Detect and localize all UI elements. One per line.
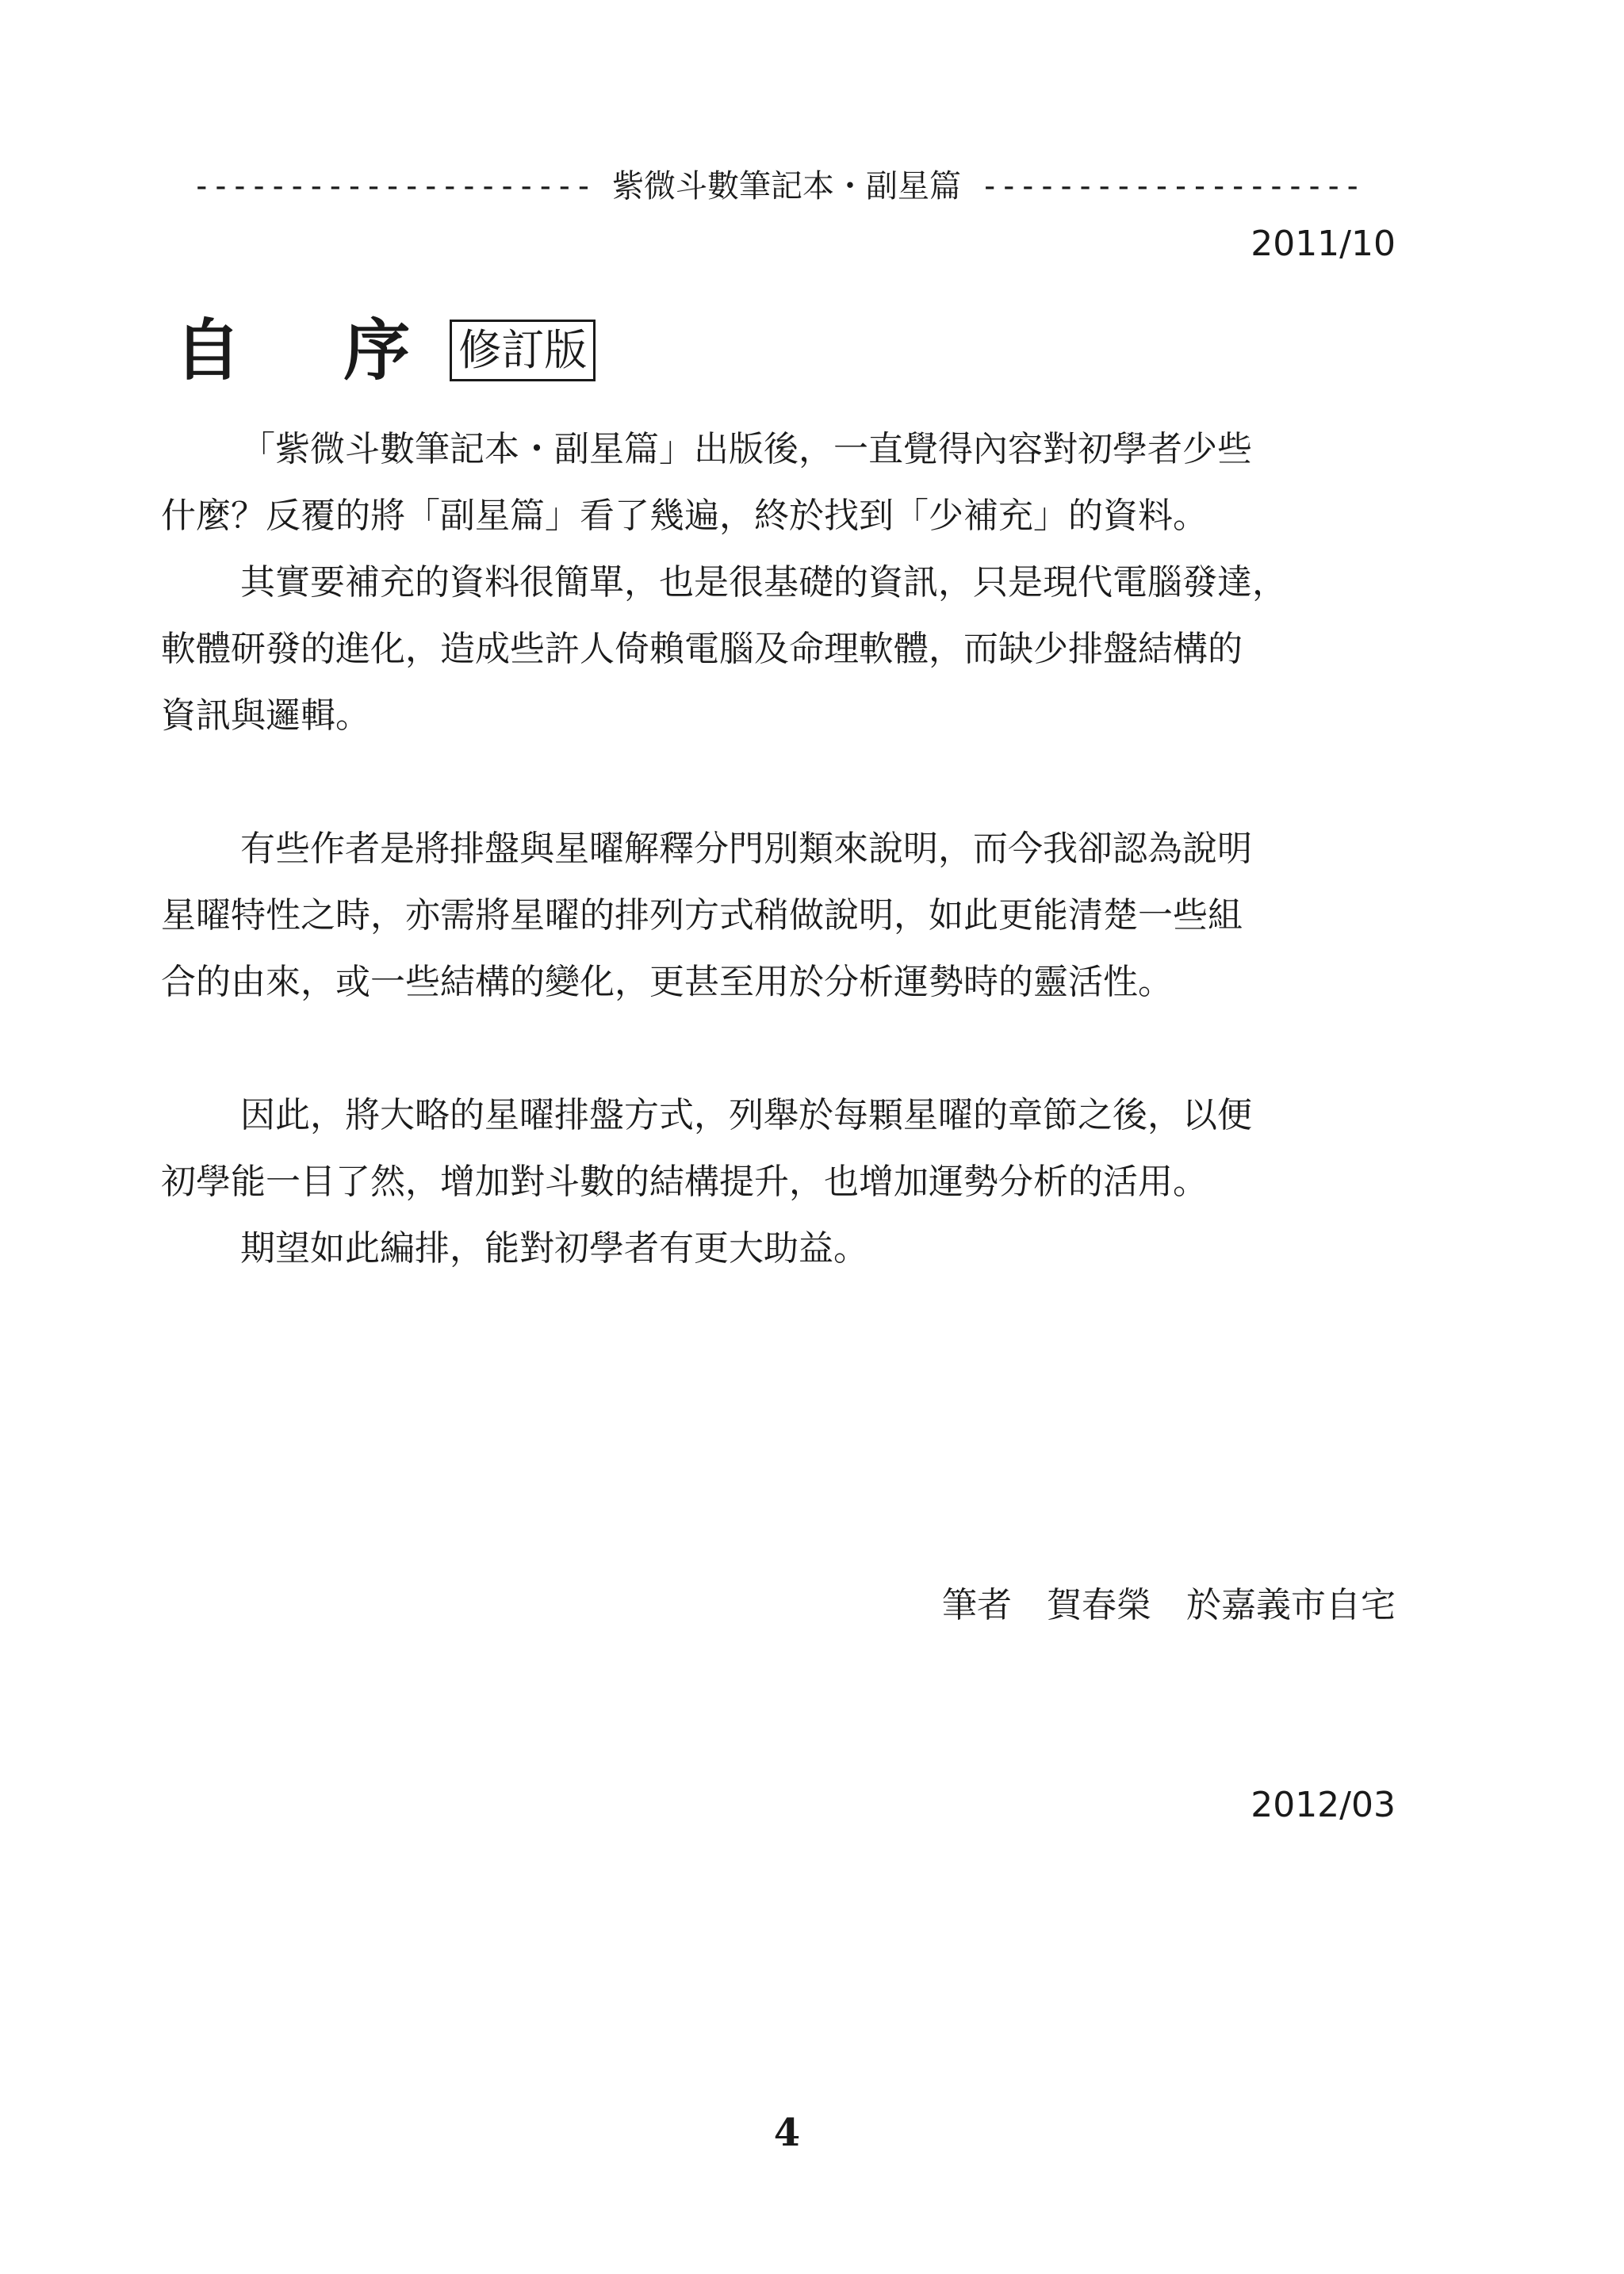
title-row [174,311,596,390]
body-line: 有些作者是將排盤與星曜解釋分門別類來說明，而今我卻認為說明 [240,829,1252,869]
paragraph-gap [161,749,1398,816]
body-line: 資訊與邏輯。 [161,695,370,736]
signature-block [942,1439,1396,1905]
body-line: 星曜特性之時，亦需將星曜的排列方式稍做說明，如此更能清楚一些組 [161,895,1243,936]
paragraph-gap [161,1016,1398,1082]
body-line: 期望如此編排，能對初學者有更大助益。 [240,1228,868,1269]
body-line: 其實要補充的資料很簡單，也是很基礎的資訊，只是現代電腦發達， [240,562,1287,603]
running-header: --------------------- 紫微斗數筆記本・副星篇 -------------------- [192,168,1362,205]
body-line: 初學能一目了然，增加對斗數的結構提升，也增加運勢分析的活用。 [161,1162,1208,1202]
signature-author: 筆者 賀春榮 於嘉義市自宅 [942,1585,1396,1625]
signature-date: 2012/03 [1251,1785,1396,1825]
body-line: 「紫微斗數筆記本・副星篇」出版後，一直覺得內容對初學者少些 [240,429,1252,469]
edition-badge: 修訂版 [450,320,596,381]
preface-body [161,416,1398,1282]
page-title: 自 序 [174,311,450,389]
header-date: 2011/10 [1251,224,1396,264]
body-line: 什麼？反覆的將「副星篇」看了幾遍，終於找到「少補充」的資料。 [161,496,1208,536]
body-line: 軟體研發的進化，造成些許人倚賴電腦及命理軟體，而缺少排盤結構的 [161,629,1243,669]
body-line: 因此，將大略的星曜排盤方式，列舉於每顆星曜的章節之後，以便 [240,1095,1252,1135]
body-line: 合的由來，或一些結構的變化，更甚至用於分析運勢時的靈活性。 [161,962,1173,1002]
page-number: 4 [773,2111,801,2155]
